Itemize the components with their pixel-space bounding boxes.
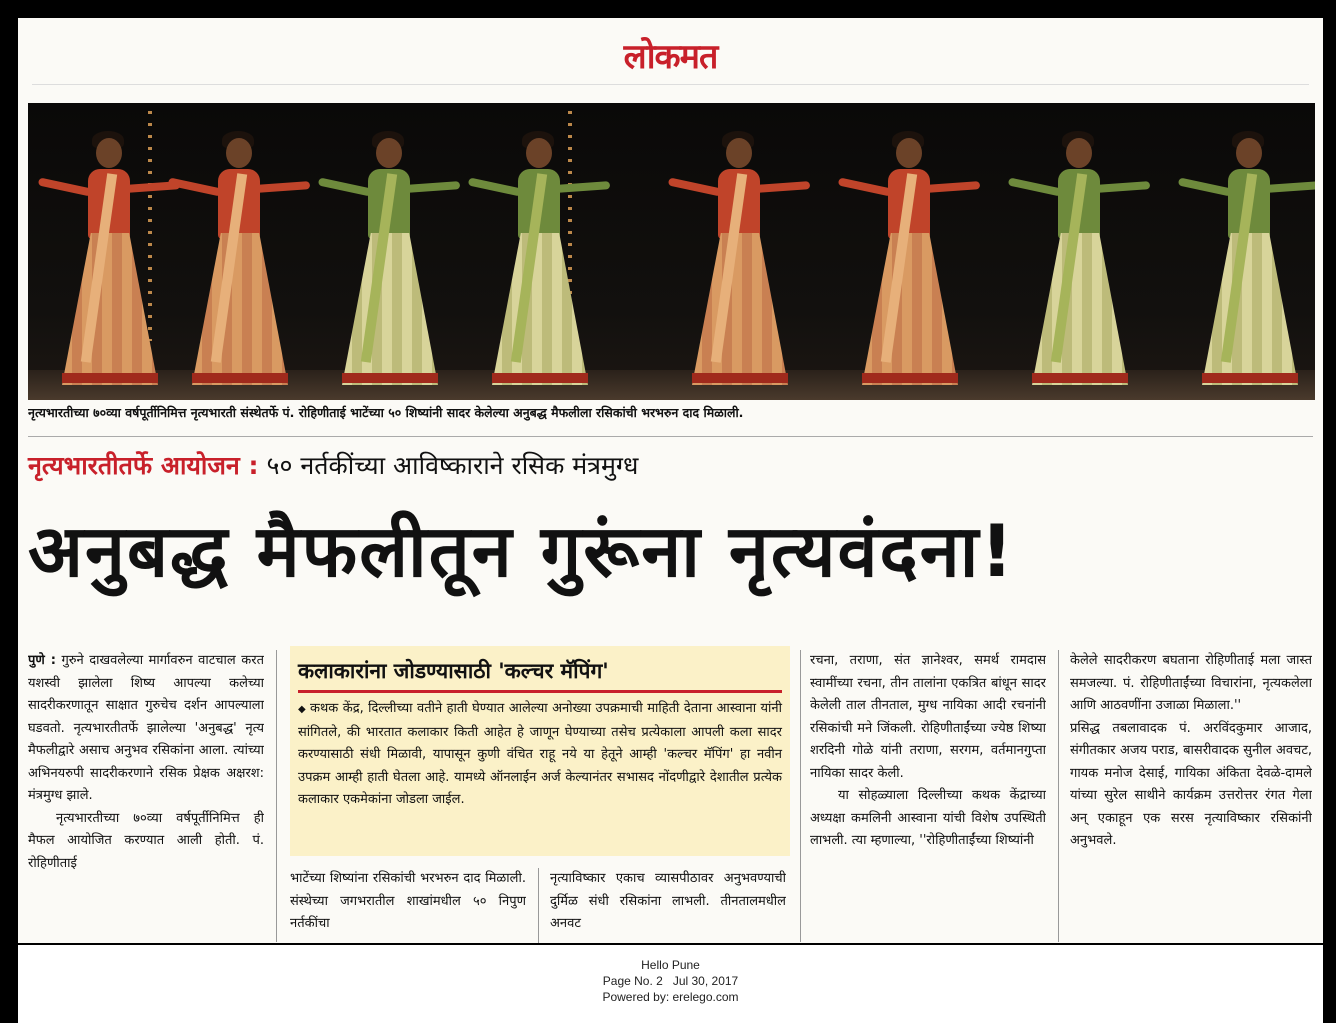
dancer-figure: [328, 103, 448, 400]
dancer-figure: [178, 103, 298, 400]
article-paragraph: रचना, तराणा, संत ज्ञानेश्वर, समर्थ रामदास स्वामींच्या रचना, तीन तालांना एकत्रित बांधून सादर केलेली ताल तीनताल, मुग्ध नायिका आदी रचनांनी रसिकांची मने जिंकली. रोहिणीताईंच्या ज्येष्ठ शिष्या शरदिनी गोळे यांनी तराणा, सरगम, वर्तमानगुप्ता नायिका सादर केली.: [810, 653, 1046, 781]
dancer-figure: [478, 103, 598, 400]
powered-by: Powered by: erelego.com: [602, 990, 739, 1004]
column-divider: [276, 650, 277, 942]
sidebar-box: [290, 646, 790, 856]
column-divider: [1058, 650, 1059, 942]
kicker-text: ५० नर्तकींच्या आविष्काराने रसिक मंत्रमुग्ध: [266, 451, 639, 480]
article-paragraph: प्रसिद्ध तबलावादक पं. अरविंदकुमार आजाद, संगीतकार अजय पराड, बासरीवादक सुनील अवचट, गायक मनोज देसाई, गायिका अंकिता देवळे-दामले यांच्या सुरेल साथीने कार्यक्रम उत्तरोत्तर रंगत गेला अन् एकाहून एक सरस नृत्याविष्कार रसिकांनी अनुभवले.: [1070, 720, 1312, 848]
dancer-figure: [48, 103, 168, 400]
article-paragraph: नृत्यभारतीच्या ७०व्या वर्षपूर्तीनिमित्त ही मैफल आयोजित करण्यात आली होती. पं. रोहिणीताई: [28, 810, 264, 871]
page-and-date: Page No. 2 Jul 30, 2017: [602, 974, 739, 988]
dancer-figure: [848, 103, 968, 400]
sidebar-title: कलाकारांना जोडण्यासाठी 'कल्चर मॅपिंग': [298, 652, 782, 693]
kicker: [28, 450, 638, 482]
edition-name: Hello Pune: [641, 958, 700, 972]
headline: अनुबद्ध मैफलीतून गुरूंना नृत्यवंदना!: [28, 509, 1016, 593]
article-column-2: भाटेंच्या शिष्यांना रसिकांची भरभरुन दाद मिळाली. संस्थेच्या जगभरातील शाखांमधील ५० निपुण नर्तकींचा: [290, 871, 526, 931]
article-paragraph: या सोहळ्याला दिल्लीच्या कथक केंद्राच्या अध्यक्षा कमलिनी आस्वाना यांची विशेष उपस्थिती लाभली. त्या म्हणाल्या, ''रोहिणीताईंच्या शिष्यांनी: [810, 788, 1046, 848]
sidebar-body: [298, 698, 782, 812]
article-column-5: [1070, 650, 1312, 942]
dancers-photo: [28, 103, 1315, 400]
masthead-divider: [32, 84, 1309, 85]
dancer-figure: [678, 103, 798, 400]
article-paragraph: केलेले सादरीकरण बघताना रोहिणीताई मला जास्त समजल्या. पं. रोहिणीताईंच्या विचारांना, नृत्यकलेला आणि आठवणींना उजाळा मिळाला.'': [1070, 653, 1312, 713]
article-paragraph: गुरुने दाखवलेल्या मार्गावरुन वाटचाल करत यशस्वी झालेला शिष्य आपल्या कलेच्या सादरीकरणातून साक्षात गुरुचेच दर्शन आपल्याला घडवतो. नृत्यभारतीतर्फे झालेल्या 'अनुबद्ध' नृत्य मैफलीद्वारे असाच अनुभव रसिकांना आला. त्यांच्या अभिनयरुपी सादरीकरणाने रसिक प्रेक्षक अक्षरश: मंत्रमुग्ध झाले.: [28, 653, 264, 803]
article-column-4: [810, 650, 1046, 942]
masthead-logo: लोकमत: [623, 37, 718, 77]
kicker-label: नृत्यभारतीतर्फे आयोजन :: [28, 451, 259, 480]
dateline: पुणे :: [28, 653, 56, 668]
caption-divider: [28, 436, 1313, 437]
article-column-1: [28, 650, 264, 942]
dancer-figure: [1018, 103, 1138, 400]
article-column-3: नृत्याविष्कार एकाच व्यासपीठावर अनुभवण्याची दुर्मिळ संधी रसिकांना लाभली. तीनतालमधील अनवट: [550, 871, 786, 931]
dancer-figure: [1188, 103, 1308, 400]
page-footer: [18, 957, 1323, 1005]
footer-area: [18, 945, 1323, 1023]
photo-caption: नृत्यभारतीच्या ७०व्या वर्षपूर्तीनिमित्त नृत्यभारती संस्थेतर्फे पं. रोहिणीताई भाटेंच्या ५० शिष्यांनी सादर केलेल्या अनुबद्ध मैफलीला रसिकांची भरभरुन दाद मिळाली.: [28, 405, 744, 420]
newspaper-page: [18, 18, 1323, 943]
column-divider: [800, 650, 801, 942]
sidebar-text: कथक केंद्र, दिल्लीच्या वतीने हाती घेण्यात आलेल्या अनोख्या उपक्रमाची माहिती देताना आस्वाना यांनी सांगितले, की भारतात कलाकार किती आहेत हे जाणून घेण्याच्या तसेच प्रत्येकाला आपली कला सादर करण्यासाठी संधी मिळावी, यापासून कुणी वंचित राहू नये या हेतूने आम्ही 'कल्चर मॅपिंग' हा नवीन उपक्रम आम्ही हाती घेतला आहे. यामध्ये ऑनलाईन अर्ज केल्यानंतर सभासद नोंदणीद्वारे देशातील प्रत्येक कलाकार एकमेकांना जोडला जाईल.: [298, 701, 782, 807]
column-divider: [538, 868, 539, 943]
diamond-bullet-icon: ◆: [298, 704, 306, 715]
